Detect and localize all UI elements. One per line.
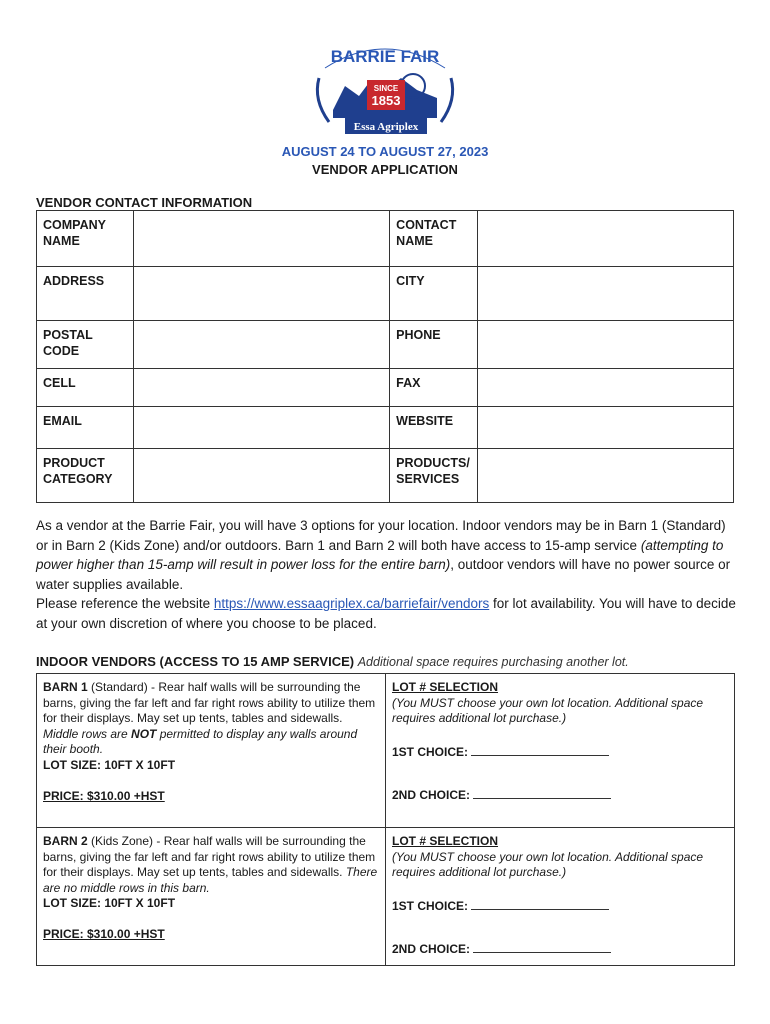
barn1-first-choice-label: 1ST CHOICE: (392, 744, 469, 759)
barn-table (36, 673, 735, 966)
barn2-first-choice-label: 1ST CHOICE: (392, 898, 469, 913)
barn2-selection (386, 828, 735, 966)
info-text-3: Please reference the website (36, 596, 214, 611)
company-name-field[interactable] (134, 211, 390, 267)
info-power-note: (attempting to power higher than 15-amp will result in power loss for the entire barn) (36, 537, 724, 572)
email-field[interactable] (134, 407, 390, 449)
barn1-name: BARN 1 (43, 680, 88, 694)
logo-main-text: BARRIE FAIR (330, 47, 440, 66)
barn2-selection-instructions: (You MUST choose your own lot location. Additional space requires additional lot purchase.) (392, 849, 704, 879)
info-text-2: , outdoor vendors will have no power source or water supplies available. (36, 557, 731, 592)
barn2-price: PRICE: $310.00 +HST (43, 927, 165, 941)
barn1-selection (386, 674, 735, 828)
address-field[interactable] (134, 267, 390, 321)
page-title: VENDOR APPLICATION (312, 162, 458, 177)
postal-code-label: POSTAL CODE (37, 321, 134, 369)
info-text-1: As a vendor at the Barrie Fair, you will have 3 options for your location. Indoor vendors may be in Barn 1 (Standard) or in Barn 2 (Kids Zone) and/or outdoors. Barn 1 and Barn 2 will both have access to 15-amp service (36, 518, 726, 553)
website-label: WEBSITE (390, 407, 478, 449)
barrie-fair-logo (305, 38, 465, 138)
cell-field[interactable] (134, 369, 390, 407)
phone-label: PHONE (390, 321, 478, 369)
indoor-section-title: INDOOR VENDORS (ACCESS TO 15 AMP SERVICE) (36, 654, 355, 669)
city-label: CITY (390, 267, 478, 321)
barn1-text: (Standard) - Rear half walls will be surrounding the barns, giving the far left and far right rows ability to utilize them for their displays. May set up tents, tables and sidewalls. (43, 680, 376, 725)
barn1-selection-title: LOT # SELECTION (392, 680, 499, 694)
city-field[interactable] (478, 267, 734, 321)
phone-field[interactable] (478, 321, 734, 369)
event-dates: AUGUST 24 TO AUGUST 27, 2023 (281, 144, 489, 159)
barn1-note-c: permitted to display any walls around their booth. (43, 726, 358, 756)
info-paragraph (36, 516, 736, 633)
info-text-4: for lot availability. You will have to decide at your own discretion of where you choose to be placed. (36, 596, 736, 631)
company-name-label: COMPANY NAME (37, 211, 134, 267)
vendors-link[interactable]: https://www.essaagriplex.ca/barriefair/vendors (213, 596, 490, 611)
contact-name-label: CONTACT NAME (390, 211, 478, 267)
indoor-section-header (36, 654, 629, 669)
barn2-second-choice-field[interactable] (473, 942, 611, 953)
fax-field[interactable] (478, 369, 734, 407)
barn2-text: (Kids Zone) - Rear half walls will be surrounding the barns, giving the far left and far right rows ability to utilize them for their displays. May set up tents, tables and sidewalls. (43, 834, 376, 879)
barn2-description (37, 828, 386, 966)
barn1-lot-size: LOT SIZE: 10FT X 10FT (43, 757, 176, 772)
logo-since: SINCE (373, 84, 399, 93)
barn2-first-choice (392, 899, 728, 915)
barn1-second-choice (392, 788, 728, 804)
products-services-field[interactable] (478, 449, 734, 503)
products-services-label: PRODUCTS/ SERVICES (390, 449, 478, 503)
indoor-section-note: Additional space requires purchasing another lot. (357, 655, 629, 669)
barn1-note-a: Middle rows are (43, 726, 132, 741)
postal-code-field[interactable] (134, 321, 390, 369)
product-category-label: PRODUCT CATEGORY (37, 449, 134, 503)
barn2-second-choice (392, 942, 728, 958)
product-category-field[interactable] (134, 449, 390, 503)
contact-table (36, 210, 734, 503)
barn2-first-choice-field[interactable] (471, 899, 609, 910)
barn2-second-choice-label: 2ND CHOICE: (392, 942, 471, 956)
logo-banner: Essa Agriplex (353, 121, 419, 133)
address-label: ADDRESS (37, 267, 134, 321)
barn2-note: There are no middle rows in this barn. (43, 865, 378, 895)
barn2-lot-size: LOT SIZE: 10FT X 10FT (43, 896, 176, 910)
barn1-second-choice-label: 2ND CHOICE: (392, 788, 471, 802)
barn2-selection-title: LOT # SELECTION (392, 834, 499, 848)
barn2-name: BARN 2 (43, 834, 88, 848)
contact-name-field[interactable] (478, 211, 734, 267)
barn1-note-b: NOT (131, 726, 157, 741)
logo-year: 1853 (371, 93, 401, 108)
website-field[interactable] (478, 407, 734, 449)
contact-section-title: VENDOR CONTACT INFORMATION (36, 195, 253, 210)
barn1-second-choice-field[interactable] (473, 788, 611, 799)
barn1-selection-instructions: (You MUST choose your own lot location. Additional space requires additional lot purchase.) (392, 695, 704, 725)
fax-label: FAX (390, 369, 478, 407)
barn1-description (37, 674, 386, 828)
barn1-first-choice-field[interactable] (471, 745, 609, 756)
barn1-price: PRICE: $310.00 +HST (43, 788, 165, 803)
cell-label: CELL (37, 369, 134, 407)
barn1-first-choice (392, 745, 728, 761)
email-label: EMAIL (37, 407, 134, 449)
